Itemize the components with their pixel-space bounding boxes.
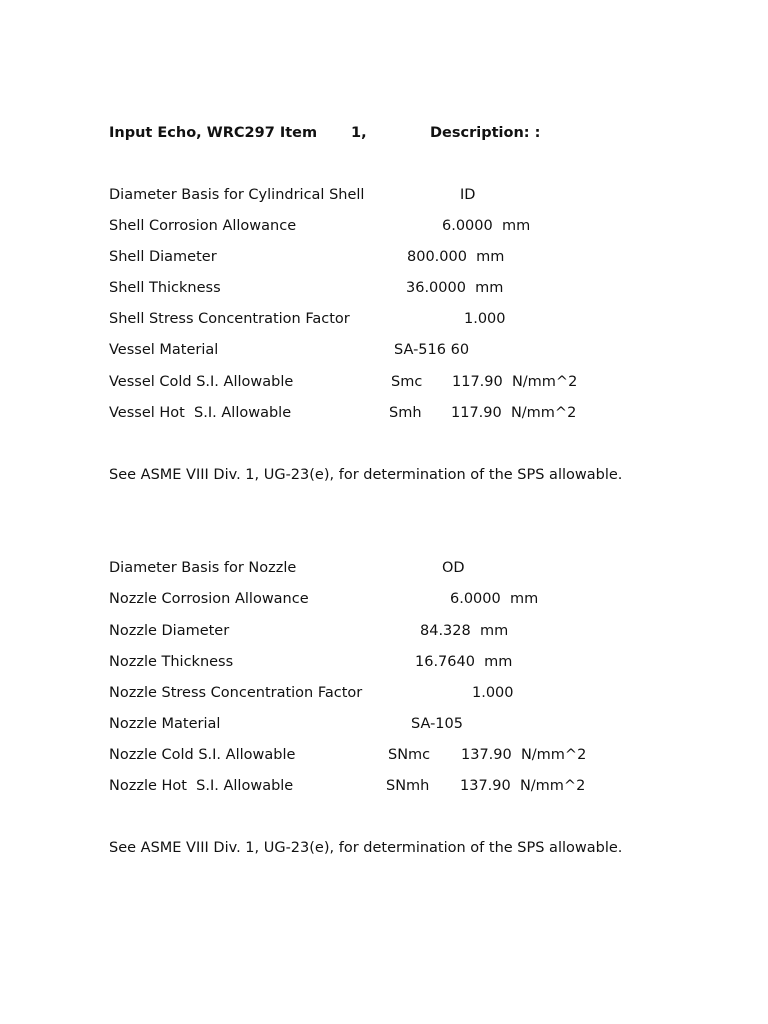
header-description: Description: :: [430, 125, 541, 141]
vessel-material-value: SA-516 60: [394, 342, 470, 358]
nozzle-diameter-label: Nozzle Diameter: [109, 623, 230, 639]
nozzle-cold-allowable-symbol: SNmc: [388, 747, 431, 763]
header-item-number: 1,: [351, 125, 367, 141]
nozzle-cold-allowable-label: Nozzle Cold S.I. Allowable: [109, 747, 296, 763]
vessel-hot-allowable-label: Vessel Hot S.I. Allowable: [109, 405, 292, 421]
shell-diameter-value: 800.000 mm: [407, 249, 505, 265]
nozzle-thickness-value: 16.7640 mm: [415, 654, 513, 670]
vessel-material-label: Vessel Material: [109, 342, 219, 358]
shell-corrosion-value: 6.0000 mm: [442, 218, 531, 234]
vessel-cold-allowable-symbol: Smc: [391, 374, 423, 390]
nozzle-cold-allowable-value: 137.90 N/mm^2: [461, 747, 587, 763]
nozzle-material-label: Nozzle Material: [109, 716, 221, 732]
nozzle-hot-allowable-label: Nozzle Hot S.I. Allowable: [109, 778, 294, 794]
nozzle-note: See ASME VIII Div. 1, UG-23(e), for determination of the SPS allowable.: [109, 840, 623, 856]
header-title: Input Echo, WRC297 Item: [109, 125, 318, 141]
nozzle-scf-label: Nozzle Stress Concentration Factor: [109, 685, 363, 701]
vessel-hot-allowable-value: 117.90 N/mm^2: [451, 405, 577, 421]
shell-thickness-label: Shell Thickness: [109, 280, 221, 296]
nozzle-hot-allowable-value: 137.90 N/mm^2: [460, 778, 586, 794]
vessel-hot-allowable-symbol: Smh: [389, 405, 422, 421]
shell-diameter-basis-value: ID: [460, 187, 476, 203]
shell-corrosion-label: Shell Corrosion Allowance: [109, 218, 297, 234]
nozzle-diameter-value: 84.328 mm: [420, 623, 509, 639]
nozzle-scf-value: 1.000: [472, 685, 514, 701]
shell-diameter-label: Shell Diameter: [109, 249, 217, 265]
shell-note: See ASME VIII Div. 1, UG-23(e), for determination of the SPS allowable.: [109, 467, 623, 483]
nozzle-diameter-basis-label: Diameter Basis for Nozzle: [109, 560, 297, 576]
shell-scf-label: Shell Stress Concentration Factor: [109, 311, 350, 327]
shell-scf-value: 1.000: [464, 311, 506, 327]
nozzle-material-value: SA-105: [411, 716, 463, 732]
nozzle-diameter-basis-value: OD: [442, 560, 465, 576]
vessel-cold-allowable-value: 117.90 N/mm^2: [452, 374, 578, 390]
shell-thickness-value: 36.0000 mm: [406, 280, 504, 296]
shell-diameter-basis-label: Diameter Basis for Cylindrical Shell: [109, 187, 365, 203]
nozzle-thickness-label: Nozzle Thickness: [109, 654, 234, 670]
vessel-cold-allowable-label: Vessel Cold S.I. Allowable: [109, 374, 294, 390]
nozzle-corrosion-value: 6.0000 mm: [450, 591, 539, 607]
nozzle-corrosion-label: Nozzle Corrosion Allowance: [109, 591, 309, 607]
nozzle-hot-allowable-symbol: SNmh: [386, 778, 430, 794]
